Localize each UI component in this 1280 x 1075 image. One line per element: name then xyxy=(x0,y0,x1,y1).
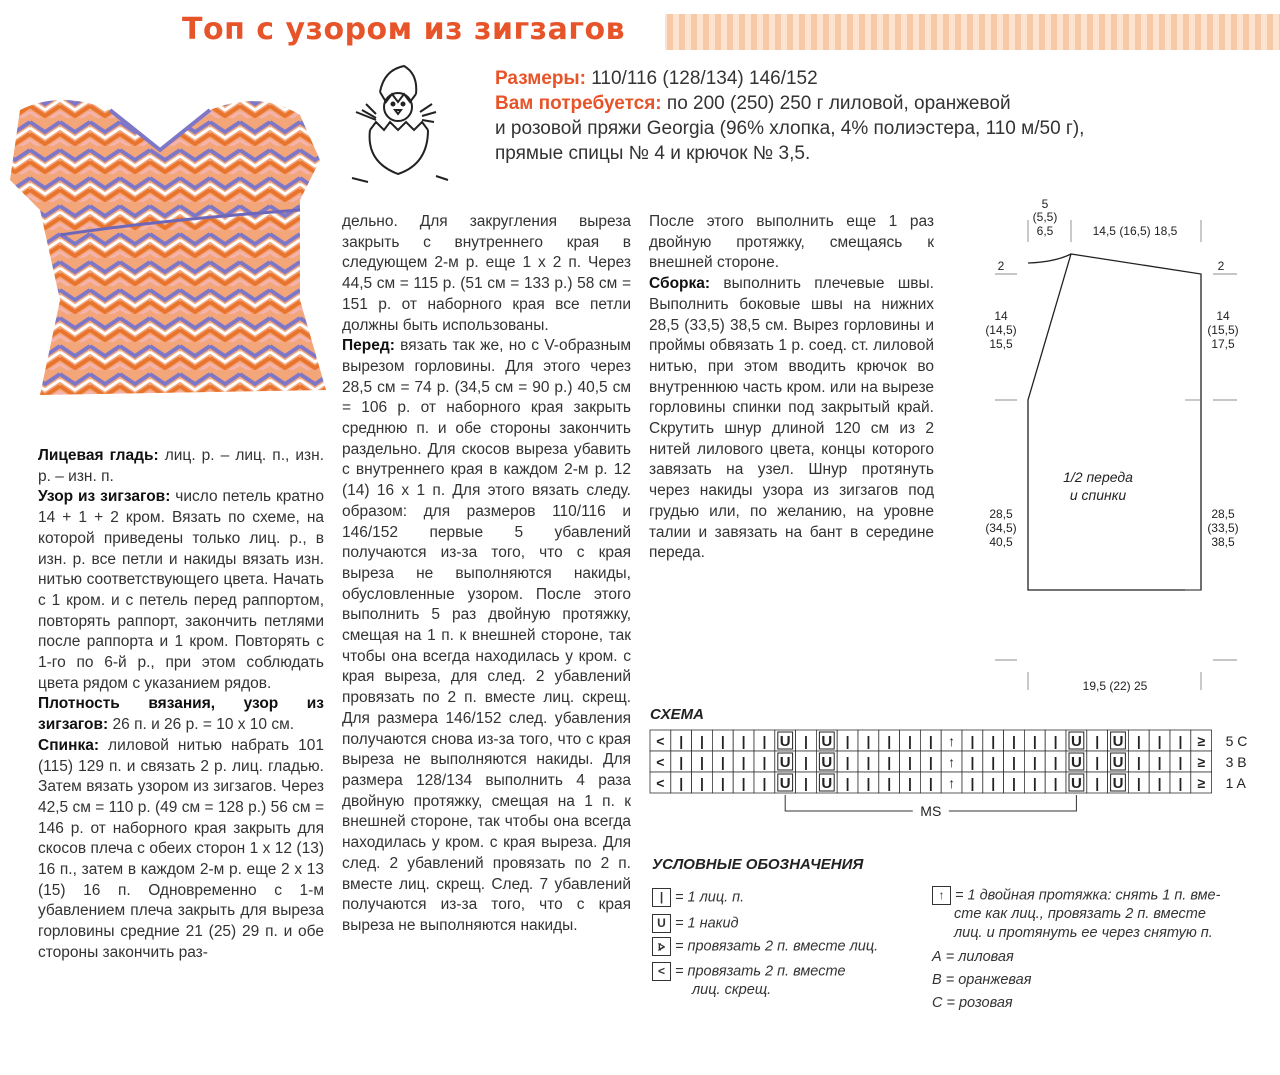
chart-symbol: | xyxy=(887,775,892,791)
right-28-1: 28,5 xyxy=(1211,507,1235,521)
chart-symbol: | xyxy=(762,775,767,791)
chart-symbol: | xyxy=(762,754,767,770)
text-column-3 xyxy=(649,212,934,564)
zigzag-pattern-label: Узор из зигзагов: xyxy=(38,488,171,506)
left-14-3: 15,5 xyxy=(989,337,1013,351)
neck-width-2: (5,5) xyxy=(1032,210,1058,224)
left-28-1: 28,5 xyxy=(989,507,1013,521)
chart-symbol: | xyxy=(700,754,704,770)
legend-item-k2tog-tbl xyxy=(652,962,912,1000)
chart-symbol: | xyxy=(845,754,850,770)
legend-knit-text: = 1 лиц. п. xyxy=(675,889,745,906)
chart-symbol: | xyxy=(887,733,892,749)
chart-symbol: | xyxy=(866,775,871,791)
legend-dd-line1: = 1 двойная протяжка: снять 1 п. вме- xyxy=(955,887,1221,904)
double-decrease-icon: ↑ xyxy=(932,886,951,905)
neck-width-3: 6,5 xyxy=(1036,224,1054,238)
chart-symbol: | xyxy=(1157,754,1162,770)
chart-symbol: | xyxy=(845,733,850,749)
legend-title: УСЛОВНЫЕ ОБОЗНАЧЕНИЯ xyxy=(652,856,864,873)
chart-symbol: < xyxy=(656,733,665,749)
needs-line2: и розовой пряжи Georgia (96% хлопка, 4% полиэстера, 110 м/50 г), xyxy=(495,118,1085,139)
chart-symbol: | xyxy=(700,733,704,749)
chart-symbol: U xyxy=(1112,754,1124,771)
right-14-2: (15,5) xyxy=(1207,323,1239,337)
chart-symbol: ↑ xyxy=(948,775,956,791)
sizes-label: Размеры: xyxy=(495,68,586,89)
needs-line1: по 200 (250) 250 г лиловой, оранжевой xyxy=(661,93,1011,114)
chick-illustration xyxy=(332,52,452,192)
gauge-text: 26 п. и 26 р. = 10 х 10 см. xyxy=(108,716,295,734)
needs-label: Вам потребуется: xyxy=(495,93,662,114)
chart-symbol: ≥ xyxy=(1197,733,1206,749)
chart-symbol: U xyxy=(779,733,791,750)
chart-symbol: | xyxy=(970,733,975,749)
chart-symbol: | xyxy=(679,775,684,791)
chart-symbol: | xyxy=(762,733,767,749)
chart-symbol: | xyxy=(720,754,725,770)
text-column-1 xyxy=(38,446,324,964)
chart-row-label: 3 B xyxy=(1225,754,1247,770)
header-info xyxy=(495,66,1095,166)
chart-symbol: | xyxy=(928,733,933,749)
chart-symbol: | xyxy=(804,733,808,749)
chart-symbol: | xyxy=(845,775,850,791)
chart-symbol: U xyxy=(1070,775,1082,792)
chart-symbol: | xyxy=(1178,775,1183,791)
right-14-1: 14 xyxy=(1216,309,1230,323)
chart-symbol: | xyxy=(908,775,912,791)
needs-line3: прямые спицы № 4 и крючок № 3,5. xyxy=(495,143,811,164)
chart-symbol: | xyxy=(1178,733,1183,749)
chart-symbol: | xyxy=(741,775,746,791)
legend-color-a: А = лиловая xyxy=(932,949,1014,965)
right-2: 2 xyxy=(1217,259,1225,273)
legend-dd-line2: сте как лиц., провязать 2 п. вместе xyxy=(954,906,1206,923)
right-28-3: 38,5 xyxy=(1211,535,1235,549)
chart-symbol: | xyxy=(1157,733,1162,749)
chart-symbol: | xyxy=(970,754,975,770)
left-28-2: (34,5) xyxy=(985,521,1017,535)
front-continued-text: После этого выполнить еще 1 раз двойную протяжку, смещаясь к внешней стороне. xyxy=(649,213,934,272)
chart-symbol: | xyxy=(1136,733,1141,749)
chart-symbol: | xyxy=(804,754,808,770)
assembly-text: выполнить плечевые швы. Выполнить боковые швы на нижних 28,5 (33,5) 38,5 см. Вырез горловины и проймы обвязать 1 р. соед. ст. лиловой нитью, при этом вводить крючок во внутреннюю часть кром. или на вырезе горловины спинки под закрытый край. Скрутить шнур длиной 120 см из 2 нитей лилового цвета, концы которого завязать на узел. Шнур протянуть через накиды узора из зигзагов под грудью или, по желанию, на уровне талии и завязать на бант в середине переда. xyxy=(649,275,934,562)
legend-color-b: В = оранжевая xyxy=(932,972,1032,988)
chart-symbol: | xyxy=(1032,775,1037,791)
chart-row-label: 5 C xyxy=(1225,733,1248,749)
chart-symbol: | xyxy=(1178,754,1183,770)
pattern-diagram xyxy=(955,190,1280,700)
legend-k2tog-tbl-line1: = провязать 2 п. вместе xyxy=(675,963,846,980)
back-text: лиловой нитью набрать 101 (115) 129 п. и связать 2 р. лиц. гладью. Затем вязать узором из зигзагов. Через 42,5 см = 110 р. (49 см = 128 р.) 56 см = 146 р. от наборного края закрыть для скосов плеча с обеих сторон 1 х 12 (13) 16 п., затем в каждом 2-м р. еще 2 х 13 (15) 16 п. Одновременно с 1-м убавлением плеча закрыть для выреза горловины средние 21 (25) 29 п. и обе стороны закончить раз- xyxy=(38,736,324,961)
chart-symbol: U xyxy=(1112,775,1124,792)
chart-symbol: | xyxy=(1053,754,1058,770)
chart-symbol: | xyxy=(1095,754,1100,770)
ms-label: MS xyxy=(920,803,942,819)
knitted-top-photo xyxy=(0,90,330,400)
text-column-2 xyxy=(342,212,631,937)
front-text: вязать так же, но с V-образным вырезом горловины. Для этого через 28,5 см = 74 р. (34,5 см = 90 р.) 40,5 см = 106 р. от наборного края закрыть среднюю п. и обе стороны закончить раздельно. Для скосов выреза убавить с внутреннего края в каждом 2-м р. 12 (14) 16 х 1 п. Для этого вязать следу. образом: для размеров 110/116 и 146/152 первые 5 убавлений получаются из-за того, что с края выреза не выполняются накиды, обусловленные узором. После этого выполнить 5 раз двойную протяжку, смещая на 1 п. к внешней стороне, так чтобы она всегда находилась у кром. с края выреза, для след. 2 убавлений провязать по 2 п. вместе лиц. скрещ. Для размера 146/152 след. убавления получаются снова из-за того, что с края выреза не выполняются накиды. Для размера 128/134 выполнить 4 раза двойную протяжку, смещая на 1 п. к внешней стороне, так чтобы она всегда находилась у кром. с края выреза. Для след. 2 убавлений провязать по 2 п. вместе лиц. скрещ. След. 7 убавлений получаются из-за того, что с края выреза не выполняются накиды. xyxy=(342,337,631,934)
legend-item-knit xyxy=(652,888,744,907)
chart-symbol: | xyxy=(1053,775,1058,791)
chart-symbol: | xyxy=(700,775,704,791)
yarn-over-icon: U xyxy=(652,914,671,933)
back-continued-text: дельно. Для закругления выреза закрыть с внутреннего края в следующем 2-м р. еще 1 х 2 п. Через 44,5 см = 115 р. (51 см = 133 р.) 58 см = 151 р. от наборного края все петли должны быть использованы. xyxy=(342,213,631,334)
left-2: 2 xyxy=(997,259,1005,273)
chart-symbol: U xyxy=(1112,733,1124,750)
chart-symbol: < xyxy=(656,754,665,770)
legend-k2tog-tbl-line2: лиц. скрещ. xyxy=(692,982,772,999)
chart-symbol: U xyxy=(821,775,833,792)
chart-symbol: ≥ xyxy=(1197,754,1206,770)
chart-symbol: | xyxy=(928,775,933,791)
chart-symbol: | xyxy=(741,733,746,749)
chart-symbol: | xyxy=(1095,733,1100,749)
center-line2: и спинки xyxy=(1069,487,1127,503)
chart-symbol: | xyxy=(866,754,871,770)
chart-symbol: | xyxy=(887,754,892,770)
chart-symbol: | xyxy=(741,754,746,770)
legend-k2tog-text: = провязать 2 п. вместе лиц. xyxy=(675,938,879,955)
legend-item-yarnover xyxy=(652,914,739,933)
chart-symbol: U xyxy=(1070,754,1082,771)
left-14-2: (14,5) xyxy=(985,323,1017,337)
chart-symbol: | xyxy=(866,733,871,749)
schema-title: СХЕМА xyxy=(650,706,704,723)
chart-symbol: | xyxy=(720,733,725,749)
chart-symbol: | xyxy=(1095,775,1100,791)
chart-symbol: | xyxy=(1012,754,1016,770)
legend-yarnover-text: = 1 накид xyxy=(675,915,739,932)
right-28-2: (33,5) xyxy=(1207,521,1239,535)
chart-symbol: < xyxy=(656,775,665,791)
knit-stitch-icon: | xyxy=(652,888,671,907)
chart-symbol: | xyxy=(1136,775,1141,791)
chart-symbol: U xyxy=(821,733,833,750)
chart-symbol: U xyxy=(821,754,833,771)
chart-symbol: | xyxy=(991,733,996,749)
chart-symbol: | xyxy=(679,754,684,770)
chart-symbol: U xyxy=(779,775,791,792)
legend-item-k2tog xyxy=(652,937,878,956)
chart-symbol: ≥ xyxy=(1197,775,1206,791)
chart-symbol: U xyxy=(779,754,791,771)
legend-color-c: С = розовая xyxy=(932,995,1013,1011)
chart-symbol: | xyxy=(1157,775,1162,791)
chart-row-label: 1 A xyxy=(1225,775,1246,791)
chart-symbol: U xyxy=(1070,733,1082,750)
chart-symbol: | xyxy=(720,775,725,791)
back-label: Спинка: xyxy=(38,736,99,754)
neck-width-1: 5 xyxy=(1041,197,1049,211)
chart-symbol: | xyxy=(1012,775,1016,791)
left-28-3: 40,5 xyxy=(989,535,1013,549)
chart-symbol: | xyxy=(908,754,912,770)
chart-symbol: | xyxy=(991,775,996,791)
center-line1: 1/2 переда xyxy=(1063,469,1133,485)
chart-symbol: ↑ xyxy=(948,733,956,749)
chart-symbol: | xyxy=(1032,754,1037,770)
knitting-chart xyxy=(640,722,1280,822)
k2tog-tbl-icon: < xyxy=(652,962,671,981)
legend-dd-line3: лиц. и протянуть ее через снятую п. xyxy=(954,925,1213,942)
smooth-stitch-text: лиц. р. – лиц. п., изн. р. – изн. п. xyxy=(38,447,324,485)
zigzag-pattern-text: число петель кратно 14 + 1 + 2 кром. Вязать по схеме, на которой приведены только лиц. р., в изн. р. все петли и накиды вязать изн. нитью соответствующего цвета. Начать с 1 кром. и с петель перед раппортом, повторять раппорт, закончить петлями после раппорта и 1 кром. Повторять с 1-го по 6-й р., при этом соблюдать цвета рядом с указанием рядов. xyxy=(38,488,324,692)
chart-symbol: | xyxy=(804,775,808,791)
gauge-label: Плотность вязания, узор из зигзагов: xyxy=(38,695,324,734)
chart-symbol: | xyxy=(908,733,912,749)
right-14-3: 17,5 xyxy=(1211,337,1235,351)
chart-symbol: | xyxy=(1136,754,1141,770)
smooth-stitch-label: Лицевая гладь: xyxy=(38,447,159,464)
bottom-width: 19,5 (22) 25 xyxy=(1082,679,1148,693)
chart-symbol: | xyxy=(991,754,996,770)
assembly-label: Сборка: xyxy=(649,275,711,293)
chart-symbol: | xyxy=(928,754,933,770)
chart-symbol: | xyxy=(1032,733,1037,749)
legend-item-double-decrease xyxy=(932,886,1277,943)
chart-symbol: | xyxy=(970,775,975,791)
chart-symbol: ↑ xyxy=(948,754,956,770)
sizes-value: 110/116 (128/134) 146/152 xyxy=(585,68,818,89)
chart-symbol: | xyxy=(679,733,684,749)
chart-symbol: | xyxy=(1012,733,1016,749)
page-title: Топ с узором из зигзагов xyxy=(182,12,626,47)
chart-symbol: | xyxy=(1053,733,1058,749)
left-14-1: 14 xyxy=(994,309,1008,323)
k2tog-icon: ⦠ xyxy=(652,937,671,956)
shoulder-width: 14,5 (16,5) 18,5 xyxy=(1092,224,1178,238)
front-label: Перед: xyxy=(342,337,395,355)
